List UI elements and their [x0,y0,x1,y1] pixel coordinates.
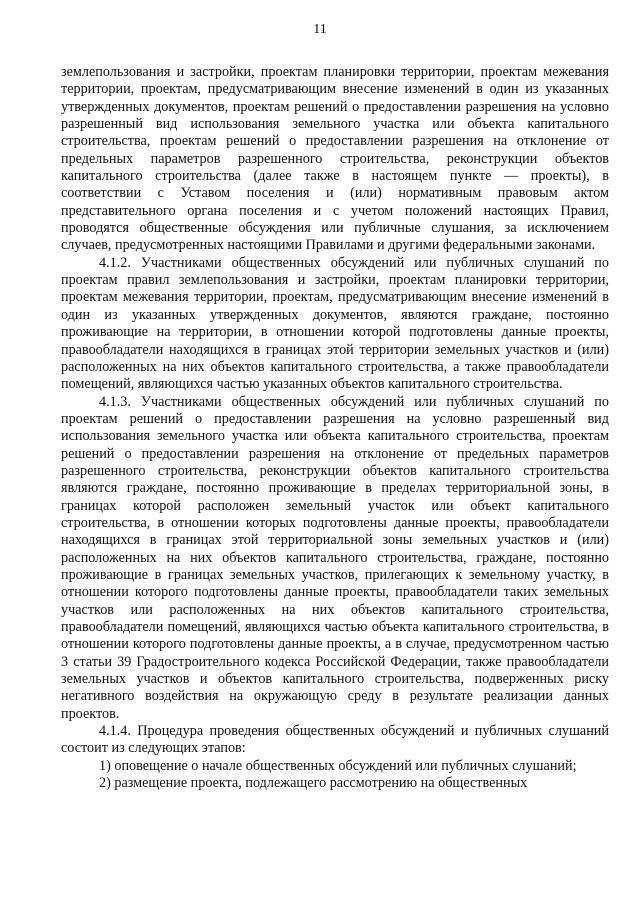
page-number: 11 [313,22,327,37]
list-item-stage-1: 1) оповещение о начале общественных обсуждений или публичных слушаний; [99,757,577,774]
paragraph-clause-4-1-4: 4.1.4. Процедура проведения общественных обсуждений и публичных слушаний состоит из следующих этапов: [61,723,609,757]
paragraph-intro-continuation: землепользования и застройки, проектам планировки территории, проектам межевания территории, проектам, предусматривающим внесение изменений в один из указанных утвержденных документов, проектам решений о предоставлении разрешения на условно разрешенный вид использования земельного участка или объекта капитального строительства, проектам решений о предоставлении разрешения на отклонение от предельных параметров разрешенного строительства, реконструкции объектов капитального строительства (далее также в настоящем пункте — проекты), в соответствии с Уставом поселения и (или) нормативным правовым актом представительного органа поселения и с учетом положений настоящих Правил, проводятся общественные обсуждения или публичные слушания, за исключением случаев, предусмотренных настоящими Правилами и другими федеральными законами. [61,64,609,254]
paragraph-clause-4-1-3: 4.1.3. Участниками общественных обсуждений или публичных слушаний по проектам решений о предоставлении разрешения на условно разрешенный вид использования земельного участка или объекта капитального строительства, проектам решений о предоставлении разрешения на отклонение от предельных параметров разрешенного строительства, реконструкции объектов капитального строительства являются граждане, постоянно проживающие в пределах территориальной зоны, в границах которой расположен земельный участок или объект капитального строительства, в отношении которых подготовлены данные проекты, правообладатели находящихся в границах этой территориальной зоны земельных участков и (или) расположенных на них объектов капитального строительства, граждане, постоянно проживающие в границах земельных участков, прилегающих к земельному участку, в отношении которого подготовлены данные проекты, правообладатели таких земельных участков или расположенных на них объектов капитального строительства, правообладатели помещений, являющихся частью объекта капитального строительства, в отношении которого подготовлены данные проекты, а в случае, предусмотренном частью 3 статьи 39 Градостроительного кодекса Российской Федерации, также правообладатели земельных участков и объектов капитального строительства, подверженных риску негативного воздействия на окружающую среду в результате реализации данных проектов. [61,393,609,722]
paragraph-clause-4-1-2: 4.1.2. Участниками общественных обсуждений или публичных слушаний по проектам правил землепользования и застройки, проектам планировки территории, проектам межевания территории, проектам, предусматривающим внесение изменений в один из указанных утвержденных документов, являются граждане, постоянно проживающие на территории, в отношении которой подготовлены данные проекты, правообладатели находящихся в границах этой территории земельных участков и (или) расположенных на них объектов капитального строительства, а также правообладатели помещений, являющихся частью указанных объектов капитального строительства. [61,254,609,393]
list-item-stage-2: 2) размещение проекта, подлежащего рассмотрению на общественных [99,775,528,792]
document-body [61,64,609,792]
